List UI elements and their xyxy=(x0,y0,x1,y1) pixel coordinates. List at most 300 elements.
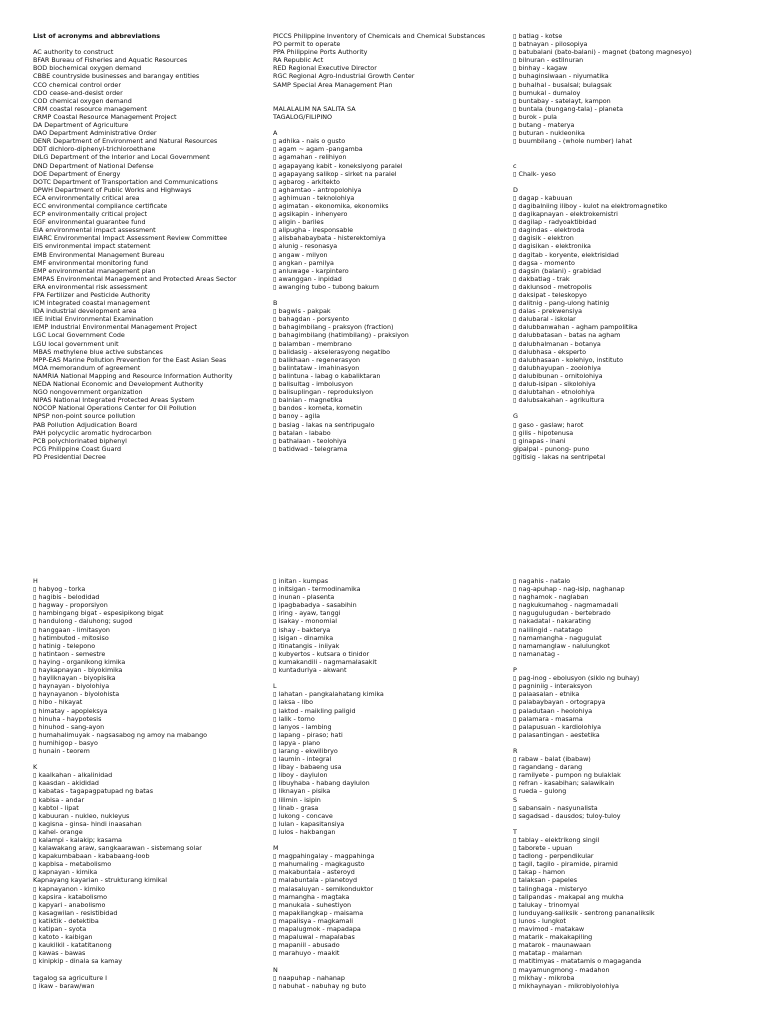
glossary-entry: ▯ balisuplingan - reproduksiyon xyxy=(273,388,374,397)
spacer xyxy=(513,658,763,666)
glossary-entry: ▯ haynayan - biyolohiya xyxy=(33,682,110,691)
glossary-entry: ▯ dalubhayupan - zoolohiya xyxy=(513,363,601,372)
glossary-entry: ▯ pagniniig - interaksyon xyxy=(513,682,593,691)
acronym-entry: ERA environmental risk assessment xyxy=(33,282,148,291)
glossary-entry: ▯ batnayan - pilosopiya xyxy=(513,40,588,49)
glossary-entry: ▯ adhika - nais o gusto xyxy=(273,137,346,146)
acronym-entry: EMF environmental monitoring fund xyxy=(33,258,149,267)
glossary-entry: ▯ kahel- orange xyxy=(33,827,83,836)
glossary-entry: ▯ kaalkahan - alkalinidad xyxy=(33,771,113,780)
section-letter-a: A xyxy=(273,129,278,138)
section-letter-p: P xyxy=(513,666,517,675)
glossary-entry: ▯ takap - hamon xyxy=(513,868,566,877)
acronym-entry: EIA environmental impact assessment xyxy=(33,226,156,235)
glossary-entry: ▯ nagahis - natalo xyxy=(513,577,571,585)
glossary-entry: ▯ dakbatlag - trak xyxy=(513,274,570,283)
spacer xyxy=(273,836,508,844)
glossary-entry: ▯ humahalimuyak - nagsasabog ng amoy na mabango xyxy=(33,730,208,739)
glossary-entry: ▯ hinuhod - sang-ayon xyxy=(33,722,105,731)
glossary-entry: ▯ dagisik - elektron xyxy=(513,234,574,243)
glossary-entry: ▯ lapya - plano xyxy=(273,738,321,747)
acronym-entry: PAB Pollution Adjudication Board xyxy=(33,420,138,429)
spacer xyxy=(273,89,508,97)
glossary-entry: ▯ nag-apuhap - nag-isip, naghanap xyxy=(513,585,625,594)
glossary-entry: ▯ lapang - piraso; hati xyxy=(273,730,343,739)
glossary-entry: ▯ libay - babaeng usa xyxy=(273,763,342,772)
glossary-entry: ▯ balidasig - akselerasyong negatibo xyxy=(273,347,391,356)
acronym-entry: IEE Initial Environmental Examination xyxy=(33,315,154,324)
glossary-entry: ▯ nabuhat - nabuhay ng buto xyxy=(273,981,366,990)
section-letter-g: G xyxy=(513,412,518,421)
glossary-entry: ▯ kasagwilan - resistibidad xyxy=(33,908,118,917)
acronym-entry: CRM coastal resource management xyxy=(33,104,147,113)
glossary-entry: ▯ mapalugmok - mapadapa xyxy=(273,925,361,934)
glossary-entry: ▯ mayamungmong - madahon xyxy=(513,965,610,974)
acronym-entry: EMP environmental management plan xyxy=(33,266,156,275)
glossary-entry: ▯ ikaw - baraw/wan xyxy=(33,981,95,990)
glossary-entry: ▯ bahagimbilang - praksyon (fraction) xyxy=(273,323,394,332)
glossary-entry: ▯ ishay - bakterya xyxy=(273,625,331,634)
glossary-entry: ▯ katipan - syota xyxy=(33,925,87,934)
acronym-entry: NPSP non-point source pollution xyxy=(33,412,136,421)
glossary-entry: ▯ dalubhalmanan - botanya xyxy=(513,339,601,348)
glossary-entry: ▯ isakay - monomial xyxy=(273,617,338,626)
glossary-entry: ▯ balintuna - labag o kabaliktaran xyxy=(273,371,381,380)
glossary-entry: ▯ dalubhasa - eksperto xyxy=(513,347,586,356)
glossary-entry: ▯ mapalisya - magkamali xyxy=(273,916,354,925)
spacer xyxy=(273,291,508,299)
acronyms-title: List of acronyms and abbreviations xyxy=(33,32,161,40)
glossary-entry: ▯ laktod - maikling paligid xyxy=(273,706,356,715)
glossary-entry: ▯ agapayang salikop - sirket na paralel xyxy=(273,169,397,178)
section-letter-l: L xyxy=(273,682,277,691)
glossary-entry: ▯ itinatangis - iniiyak xyxy=(273,641,340,650)
glossary-entry: ▯ burok - pula xyxy=(513,112,557,121)
acronym-entry: AC authority to construct xyxy=(33,48,114,57)
glossary-entry: ▯ nalilingid - natatago xyxy=(513,625,583,634)
glossary-entry: ▯ mikhay - mikroba xyxy=(513,973,575,982)
glossary-entry: ▯ bathalaan - teolohiya xyxy=(273,436,347,445)
glossary-entry: ▯ gilis - hipotenusa xyxy=(513,428,574,437)
acronym-entry: CRMP Coastal Resource Management Project xyxy=(33,112,177,121)
glossary-entry: ▯ buntala (bungang-tala) - planeta xyxy=(513,104,624,113)
glossary-entry: ▯ tagil, tagilo - piramide, piramid xyxy=(513,860,618,869)
glossary-entry: ▯ kuntaduriya - akwant xyxy=(273,666,347,675)
glossary-entry: ▯ dagap - kabuuan xyxy=(513,193,573,202)
glossary-entry: ▯ namanatag - xyxy=(513,649,560,658)
glossary-entry: ▯ hagway - proporsiyon xyxy=(33,601,108,610)
glossary-entry: ▯ dagilap - radyoaktibidad xyxy=(513,218,597,227)
glossary-entry: ▯ daksipat - teleskopyo xyxy=(513,291,587,299)
glossary-entry: ▯ bahagimbilang (hatimbilang) - praksiyon xyxy=(273,331,409,340)
glossary-entry: ▯ taborete - upuan xyxy=(513,844,573,853)
glossary-n-p-r-s-t-column xyxy=(513,577,763,990)
acronym-entry: PO permit to operate xyxy=(273,40,341,49)
acronym-entry: PPA Philippine Ports Authority xyxy=(273,48,368,57)
glossary-entry: ▯ batalan - lababo xyxy=(273,428,331,437)
section-letter-b: B xyxy=(273,299,278,308)
glossary-entry: ▯ refran - kasabihan; salawikain xyxy=(513,779,615,788)
glossary-entry: ▯ habyog - torka xyxy=(33,585,86,594)
glossary-entry: ▯ angaw - milyon xyxy=(273,250,328,259)
acronym-entry: MBAS methylene blue active substances xyxy=(33,347,163,356)
acronym-entry: FPA Fertilizer and Pesticide Authority xyxy=(33,291,151,299)
glossary-entry: ▯ paladutaan - heolohiya xyxy=(513,706,593,715)
glossary-entry: ▯ balisultag - imbolusyon xyxy=(273,380,353,389)
section-letter-r: R xyxy=(513,746,518,755)
glossary-entry: ▯ matitimyas - matatamis o magaganda xyxy=(513,957,642,966)
glossary-entry: ▯ hatintaon - semestre xyxy=(33,649,106,658)
acronym-entry: NGO nongovernment organization xyxy=(33,388,143,397)
glossary-entry: ▯ dalubbatasan - batas na agham xyxy=(513,331,621,340)
glossary-entry: ▯ awanggan - inpidad xyxy=(273,274,342,283)
spacer xyxy=(513,404,763,412)
glossary-entry: ▯ anluwage - karpintero xyxy=(273,266,349,275)
acronym-entry: RGC Regional Agro-Industrial Growth Center xyxy=(273,72,415,81)
glossary-entry: ▯ palaasalan - etnika xyxy=(513,690,580,699)
glossary-entry: ▯ kapnayan - kimika xyxy=(33,868,98,877)
spacer xyxy=(513,153,763,161)
glossary-entry: ▯ kapsira - katabolismo xyxy=(33,892,108,901)
acronym-entry: NIPAS National Integrated Protected Areas System xyxy=(33,396,195,405)
glossary-entry: tagalog sa agriculture I xyxy=(33,973,108,982)
acronym-entry: ICM integrated coastal management xyxy=(33,299,150,308)
glossary-entry: ▯ agbarog - arkitekto xyxy=(273,177,340,186)
glossary-entry: ▯ kaasdan - akididad xyxy=(33,779,99,788)
glossary-entry: ▯ dagitab - koryente, elektrisidad xyxy=(513,250,619,259)
glossary-entry: ▯ alunig - resonasya xyxy=(273,242,338,251)
glossary-entry: ▯ Chalk- yeso xyxy=(513,169,556,178)
spacer xyxy=(513,820,763,828)
glossary-entry: ▯ iring - ayaw, tanggi xyxy=(273,609,341,618)
glossary-title-line-2: TAGALOG/FILIPINO xyxy=(273,112,333,121)
glossary-entry: ▯ magpahingalay - magpahinga xyxy=(273,852,375,861)
glossary-entry: ▯ buntabay - satelayt, kampon xyxy=(513,96,611,105)
glossary-entry: ▯ kabuuran - nukleo, nukleyus xyxy=(33,811,130,820)
glossary-entry: ▯ bahagdan - porsyento xyxy=(273,315,350,324)
acronym-entry: LGC Local Government Code xyxy=(33,331,125,340)
glossary-entry: ▯ lulos - hakbangan xyxy=(273,827,336,836)
glossary-entry: ▯ balikhaan - regenerasyon xyxy=(273,355,361,364)
glossary-entry: ▯ liknayan - pisika xyxy=(273,787,331,796)
section-letter-m: M xyxy=(273,844,279,853)
glossary-entry: ▯ initsigan - termodinamika xyxy=(273,585,361,594)
glossary-entry: ▯ kapyari - anabolismo xyxy=(33,900,106,909)
glossary-entry: ▯ dagsin (balani) - grabidad xyxy=(513,266,602,275)
acronym-entry: PCG Philippine Coast Guard xyxy=(33,444,122,453)
glossary-entry: ▯ lilimin - isipin xyxy=(273,795,321,804)
glossary-entry: ▯ dalubhasaan - kolehiyo, instituto xyxy=(513,355,624,364)
acronym-entry: EMPAS Environmental Management and Protected Areas Sector xyxy=(33,274,237,283)
acronym-entry: EMB Environmental Management Bureau xyxy=(33,250,165,259)
acronym-entry: DDT dichloro-diphenyl-trichloroethane xyxy=(33,145,156,154)
glossary-entry: ▯ katoto - kaibigan xyxy=(33,933,93,942)
glossary-entry: ▯ mapakilangkap - maisama xyxy=(273,908,364,917)
glossary-entry: ▯gitisig - lakas na sentripetal xyxy=(513,452,606,461)
glossary-entry: ▯ nakadatal - nakarating xyxy=(513,617,591,626)
acronym-entry: IEMP Industrial Environmental Management Project xyxy=(33,323,197,332)
glossary-entry: ▯ awanging tubo - tubong bakum xyxy=(273,282,379,291)
glossary-entry: ▯ dagibalniing iliboy - kulot na elektromagnetiko xyxy=(513,201,668,210)
glossary-entry: ▯ basiag - lakas na sentripugalo xyxy=(273,420,375,429)
glossary-entry: ▯ naghamok - naglaban xyxy=(513,593,589,602)
glossary-entry: ▯ mapaniil - abusado xyxy=(273,941,340,950)
acronym-entry: PCB polychlorinated biphenyl xyxy=(33,436,127,445)
glossary-entry: ▯ bagwis - pakpak xyxy=(273,307,331,316)
glossary-entry: ▯ hagibis - belodidad xyxy=(33,593,100,602)
glossary-entry: ▯ kapbisa - metabolismo xyxy=(33,860,112,869)
glossary-entry: ▯ agsikapin - inhenyero xyxy=(273,210,348,219)
spacer xyxy=(273,957,508,965)
glossary-entry: ▯ kawas - bawas xyxy=(33,949,86,958)
spacer xyxy=(33,966,263,974)
glossary-entry: ▯ haynayanon - biyolohista xyxy=(33,690,120,699)
glossary-entry: ▯ aghimuan - teknolohiya xyxy=(273,193,355,202)
acronym-entry: NOCOP National Operations Center for Oil Pollution xyxy=(33,404,197,413)
spacer xyxy=(273,97,508,105)
glossary-entry: ▯ gaso - gaslaw; harot xyxy=(513,420,584,429)
glossary-entry: ▯ himatay - apopleksya xyxy=(33,706,108,715)
glossary-entry: ▯ hayliknayan - biyopisika xyxy=(33,674,116,683)
glossary-h-k-column xyxy=(33,577,263,990)
glossary-entry: ▯ batidwad - telegrama xyxy=(273,444,348,453)
acronym-entry: CDO cease-and-desist order xyxy=(33,88,123,97)
glossary-entry: ▯ kalampi - kalakip; kasama xyxy=(33,836,122,844)
acronym-entry: BOD biochemical oxygen demand xyxy=(33,64,142,73)
glossary-entry: ▯ lanyos - lambing xyxy=(273,722,332,731)
acronyms-column xyxy=(33,32,263,461)
glossary-entry: ▯ namamangha - nagugulat xyxy=(513,633,602,642)
acronym-entry: CBBE countryside businesses and barangay entities xyxy=(33,72,200,81)
glossary-entry: ▯ larang - ekwilibryo xyxy=(273,746,338,755)
glossary-entry: ▯ hunain - teorem xyxy=(33,746,90,755)
acronym-entry: ECP environmentally critical project xyxy=(33,210,147,219)
acronym-entry: RED Regional Executive Director xyxy=(273,64,377,73)
glossary-entry: ▯ kapnayanon - kimiko xyxy=(33,884,106,893)
glossary-entry: ▯ agimatan - ekonomika, ekonomiks xyxy=(273,201,389,210)
glossary-entry: ▯ mapaluwal - mapalabas xyxy=(273,933,355,942)
spacer xyxy=(273,674,508,682)
glossary-entry: ▯ pag-inog - ebolusyon (siklo ng buhay) xyxy=(513,674,640,683)
glossary-entry: ▯ palamara - masama xyxy=(513,714,583,723)
glossary-entry: ▯ tadlong - perpendikular xyxy=(513,852,594,861)
glossary-entry: ▯ buhalhal - busalsal; bulagsak xyxy=(513,80,612,89)
section-letter-h: H xyxy=(33,577,38,585)
section-letter-k: K xyxy=(33,763,38,772)
glossary-title-line-1: MALALALIM NA SALITA SA xyxy=(273,104,356,113)
glossary-entry: ▯ namamanglaw - nalulungkot xyxy=(513,641,610,650)
spacer xyxy=(513,145,763,153)
glossary-entry: ▯ buturan - nukleonika xyxy=(513,129,585,138)
glossary-entry: ▯ rabaw - balat (ibabaw) xyxy=(513,755,591,764)
glossary-i-l-m-n-column xyxy=(273,577,508,990)
glossary-entry: ▯ agam ~ agam -pangamba xyxy=(273,145,363,154)
glossary-entry: ▯ haying - organikong kimika xyxy=(33,657,126,666)
acronym-entry: DAO Department Administrative Order xyxy=(33,129,157,138)
glossary-entry: ▯ palabaybayan - ortograpya xyxy=(513,698,606,707)
glossary-entry: ▯ dalubbanwahan - agham pampolitika xyxy=(513,323,638,332)
glossary-entry: ▯ sabansain - nasyunalista xyxy=(513,803,598,812)
glossary-entry: ▯ rueda – gulong xyxy=(513,787,567,796)
glossary-entry: ▯ lulan - kapasitansiya xyxy=(273,819,345,828)
acronym-entry: EGF environmental guarantee fund xyxy=(33,218,146,227)
glossary-entry: ▯ talaksan - papeles xyxy=(513,876,578,885)
section-letter-s: S xyxy=(513,795,518,804)
glossary-entry: ▯ matatap - malaman xyxy=(513,949,582,958)
glossary-entry: ▯ hibo - hikayat xyxy=(33,698,83,707)
glossary-entry: ▯ buumbilang - (whole number) lahat xyxy=(513,137,632,146)
glossary-entry: ▯ alipugha - iresponsable xyxy=(273,226,354,235)
glossary-entry: ▯ buhaginsiwaan - niyumatika xyxy=(513,72,609,81)
glossary-entry: ▯ hatimbutod - mitosiso xyxy=(33,633,109,642)
glossary-entry: ▯ daklunsod - metropolis xyxy=(513,282,592,291)
glossary-entry: ▯ balintataw - imahinasyon xyxy=(273,363,360,372)
acronym-entry: DOE Department of Energy xyxy=(33,169,121,178)
acronym-entry: ECC environmental compliance certificate xyxy=(33,201,168,210)
spacer xyxy=(513,739,763,747)
acronym-entry: EIS environmental impact statement xyxy=(33,242,151,251)
acronym-entry: PICCS Philippine Inventory of Chemicals and Chemical Substances xyxy=(273,32,486,40)
glossary-entry: ▯ dalubaral - iskolar xyxy=(513,315,576,324)
glossary-entry: ▯ mikhaynayan - mikrobiyolohiya xyxy=(513,981,619,990)
spacer xyxy=(33,755,263,763)
glossary-entry: ▯ balnian - magnetika xyxy=(273,396,343,405)
glossary-entry: ▯ talinghaga - misteryo xyxy=(513,884,588,893)
glossary-entry: ▯ ragandang - darang xyxy=(513,763,583,772)
acronym-entry: IDA industrial development area xyxy=(33,307,137,316)
glossary-entry: ▯ dalitnig - pang-ulong hatinig xyxy=(513,299,610,308)
glossary-entry: ▯ linab - grasa xyxy=(273,803,319,812)
acronym-entry: DENR Department of Environment and Natural Resources xyxy=(33,137,218,146)
glossary-entry: ▯ talukay - trinomyal xyxy=(513,900,580,909)
acronym-entry: PAH polycyclic aromatic hydrocarbon xyxy=(33,428,152,437)
acronym-entry: RA Republic Act xyxy=(273,56,324,65)
glossary-entry: ▯ lunduyang-saliksik - sentrong pananaliksik xyxy=(513,908,655,917)
glossary-entry: ▯ libuyhaba - habang daylulon xyxy=(273,779,370,788)
glossary-entry: ▯ matarok - maunawaan xyxy=(513,941,591,950)
glossary-entry: ▯ aligin - bariles xyxy=(273,218,324,227)
glossary-entry: ▯ manukala - suhestiyon xyxy=(273,900,352,909)
glossary-entry: ▯ dagikapnayan - elektrokemistri xyxy=(513,210,618,219)
glossary-entry: ▯ laumin - integral xyxy=(273,755,332,764)
glossary-entry: ▯ alisbahabaybata - histerektomiya xyxy=(273,234,386,243)
glossary-entry: ▯ kaukilkil - katatitanong xyxy=(33,941,112,950)
glossary-entry: ▯ ramilyete - pumpon ng bulaklak xyxy=(513,771,621,780)
glossary-entry: ▯ kinipkip - dinala sa kamay xyxy=(33,957,123,966)
glossary-entry: ▯ dalub-isipan - sikolohiya xyxy=(513,380,596,389)
glossary-entry: ▯ humihigop - basyo xyxy=(33,738,98,747)
acronym-entry: DND Department of National Defense xyxy=(33,161,154,170)
glossary-entry: ▯ mahumaling - magkagusto xyxy=(273,860,365,869)
glossary-entry: ▯ inunan - plasenta xyxy=(273,593,335,602)
glossary-entry: ▯ banoy - agila xyxy=(273,412,321,421)
glossary-entry: ▯ bilnuran - estilnuran xyxy=(513,56,584,65)
glossary-entry: ▯ matarik - makakapiling xyxy=(513,933,593,942)
glossary-entry: ▯ ipagbabadya - sasabihin xyxy=(273,601,357,610)
acronym-entry: CCO chemical control order xyxy=(33,80,121,89)
acronym-entry: BFAR Bureau of Fisheries and Aquatic Resources xyxy=(33,56,188,65)
glossary-entry: ▯ lahatan - pangkalahatang kimika xyxy=(273,690,384,699)
glossary-entry: ▯ kagisna - ginsa- hindi inaasahan xyxy=(33,819,142,828)
glossary-b-d-g-column xyxy=(513,32,763,461)
acronym-entry: NEDA National Economic and Development Authority xyxy=(33,380,204,389)
glossary-entry: ▯ nagugulugudan - bertebrado xyxy=(513,609,611,618)
glossary-entry: ▯ ginapas - inani xyxy=(513,436,566,445)
acronym-entry: DPWH Department of Public Works and Highways xyxy=(33,185,192,194)
glossary-entry: ▯ nagkukumahog - nagmamadali xyxy=(513,601,619,610)
glossary-entry: ▯ initan - kumpas xyxy=(273,577,329,585)
glossary-entry: ▯ binhay - kagaw xyxy=(513,64,568,73)
glossary-entry: ▯ kalawakang araw, sangkaarawan - sistemang solar xyxy=(33,844,202,853)
glossary-entry: ▯ angkan - pamilya xyxy=(273,258,334,267)
glossary-entry: ▯ aghamtao - antropolohiya xyxy=(273,185,362,194)
glossary-entry: ▯ kubyertos - kutsara o tinidor xyxy=(273,649,370,658)
glossary-entry: gipalpal - punong- puno xyxy=(513,444,590,453)
glossary-entry: ▯ handulong - daluhong; sugod xyxy=(33,617,133,626)
glossary-entry: ▯ agapayang kabit - koneksiyong paralel xyxy=(273,161,403,170)
glossary-entry: ▯ dagisikan - elektronika xyxy=(513,242,591,251)
glossary-entry: ▯ hanggaan - limitasyon xyxy=(33,625,110,634)
acronym-entry: MOA memorandum of agreement xyxy=(33,363,141,372)
glossary-entry: ▯ lalik - torno xyxy=(273,714,315,723)
section-letter-t: T xyxy=(513,827,517,836)
spacer xyxy=(513,178,763,186)
glossary-entry: ▯ mavimod - matakaw xyxy=(513,925,585,934)
acronym-entry: COD chemical oxygen demand xyxy=(33,96,132,105)
glossary-entry: ▯ liboy - daylulon xyxy=(273,771,328,780)
glossary-entry: ▯ tablay - elektrikong singil xyxy=(513,836,600,844)
glossary-entry: ▯ dalubibunan - ornitolohiya xyxy=(513,371,603,380)
glossary-entry: ▯ kumakandili - nagmamalasakit xyxy=(273,657,377,666)
glossary-entry: ▯ bandos - kometa, kometin xyxy=(273,404,363,413)
section-letter-c: c xyxy=(513,161,517,170)
glossary-entry: ▯ lunos - lungkot xyxy=(513,916,566,925)
glossary-entry: ▯ balamban - membrano xyxy=(273,339,352,348)
glossary-entry: ▯ kabisa - andar xyxy=(33,795,85,804)
glossary-entry: ▯ lukong - concave xyxy=(273,811,333,820)
acronym-entry: PD Presidential Decree xyxy=(33,452,106,461)
glossary-entry: ▯ haykapnayan - biyokimika xyxy=(33,666,123,675)
glossary-entry: ▯ sagadsad - dausdos; tuloy-tuloy xyxy=(513,811,621,820)
glossary-entry: ▯ bumukal - dumaloy xyxy=(513,88,581,97)
glossary-entry: ▯ dagsa - momento xyxy=(513,258,575,267)
acronym-entry: EIARC Environmental Impact Assessment Review Committee xyxy=(33,234,228,243)
glossary-entry: ▯ katiktik - detektiba xyxy=(33,916,99,925)
acronym-entry: ECA environmentally critical area xyxy=(33,193,140,202)
glossary-entry: ▯ dagindas - elektroda xyxy=(513,226,585,235)
glossary-entry: ▯ hinuha - haypotesis xyxy=(33,714,102,723)
glossary-entry: ▯ hambingang bigat - espesipikong bigat xyxy=(33,609,164,618)
glossary-entry: ▯ kapakumbabaan - kababaang-loob xyxy=(33,852,150,861)
glossary-entry: ▯ batlag - kotse xyxy=(513,32,563,40)
glossary-entry: Kapnayang kayarian - strukturang kimikal xyxy=(33,876,168,885)
acronyms-continued-column xyxy=(273,32,508,453)
glossary-entry: ▯ naapuhap - nahanap xyxy=(273,973,345,982)
acronym-entry: LGU local government unit xyxy=(33,339,119,348)
glossary-entry: ▯ mamangha - magtaka xyxy=(273,892,350,901)
glossary-entry: ▯ laksa - libo xyxy=(273,698,314,707)
glossary-entry: ▯ marahuyo - maakit xyxy=(273,949,340,958)
glossary-entry: ▯ butang - materya xyxy=(513,121,575,130)
section-letter-n: N xyxy=(273,965,278,974)
acronym-entry: DA Department of Agriculture xyxy=(33,121,129,130)
glossary-entry: ▯ malabuntala - planetoyd xyxy=(273,876,358,885)
glossary-entry: ▯ talipandas - makapal ang mukha xyxy=(513,892,624,901)
glossary-entry: ▯ isigan - dinamika xyxy=(273,633,334,642)
glossary-entry: ▯ dalubsakahan - agrikultura xyxy=(513,396,605,405)
glossary-entry: ▯ malasaluyan - semikonduktor xyxy=(273,884,374,893)
glossary-entry: ▯ makabuntala - asteroyd xyxy=(273,868,355,877)
